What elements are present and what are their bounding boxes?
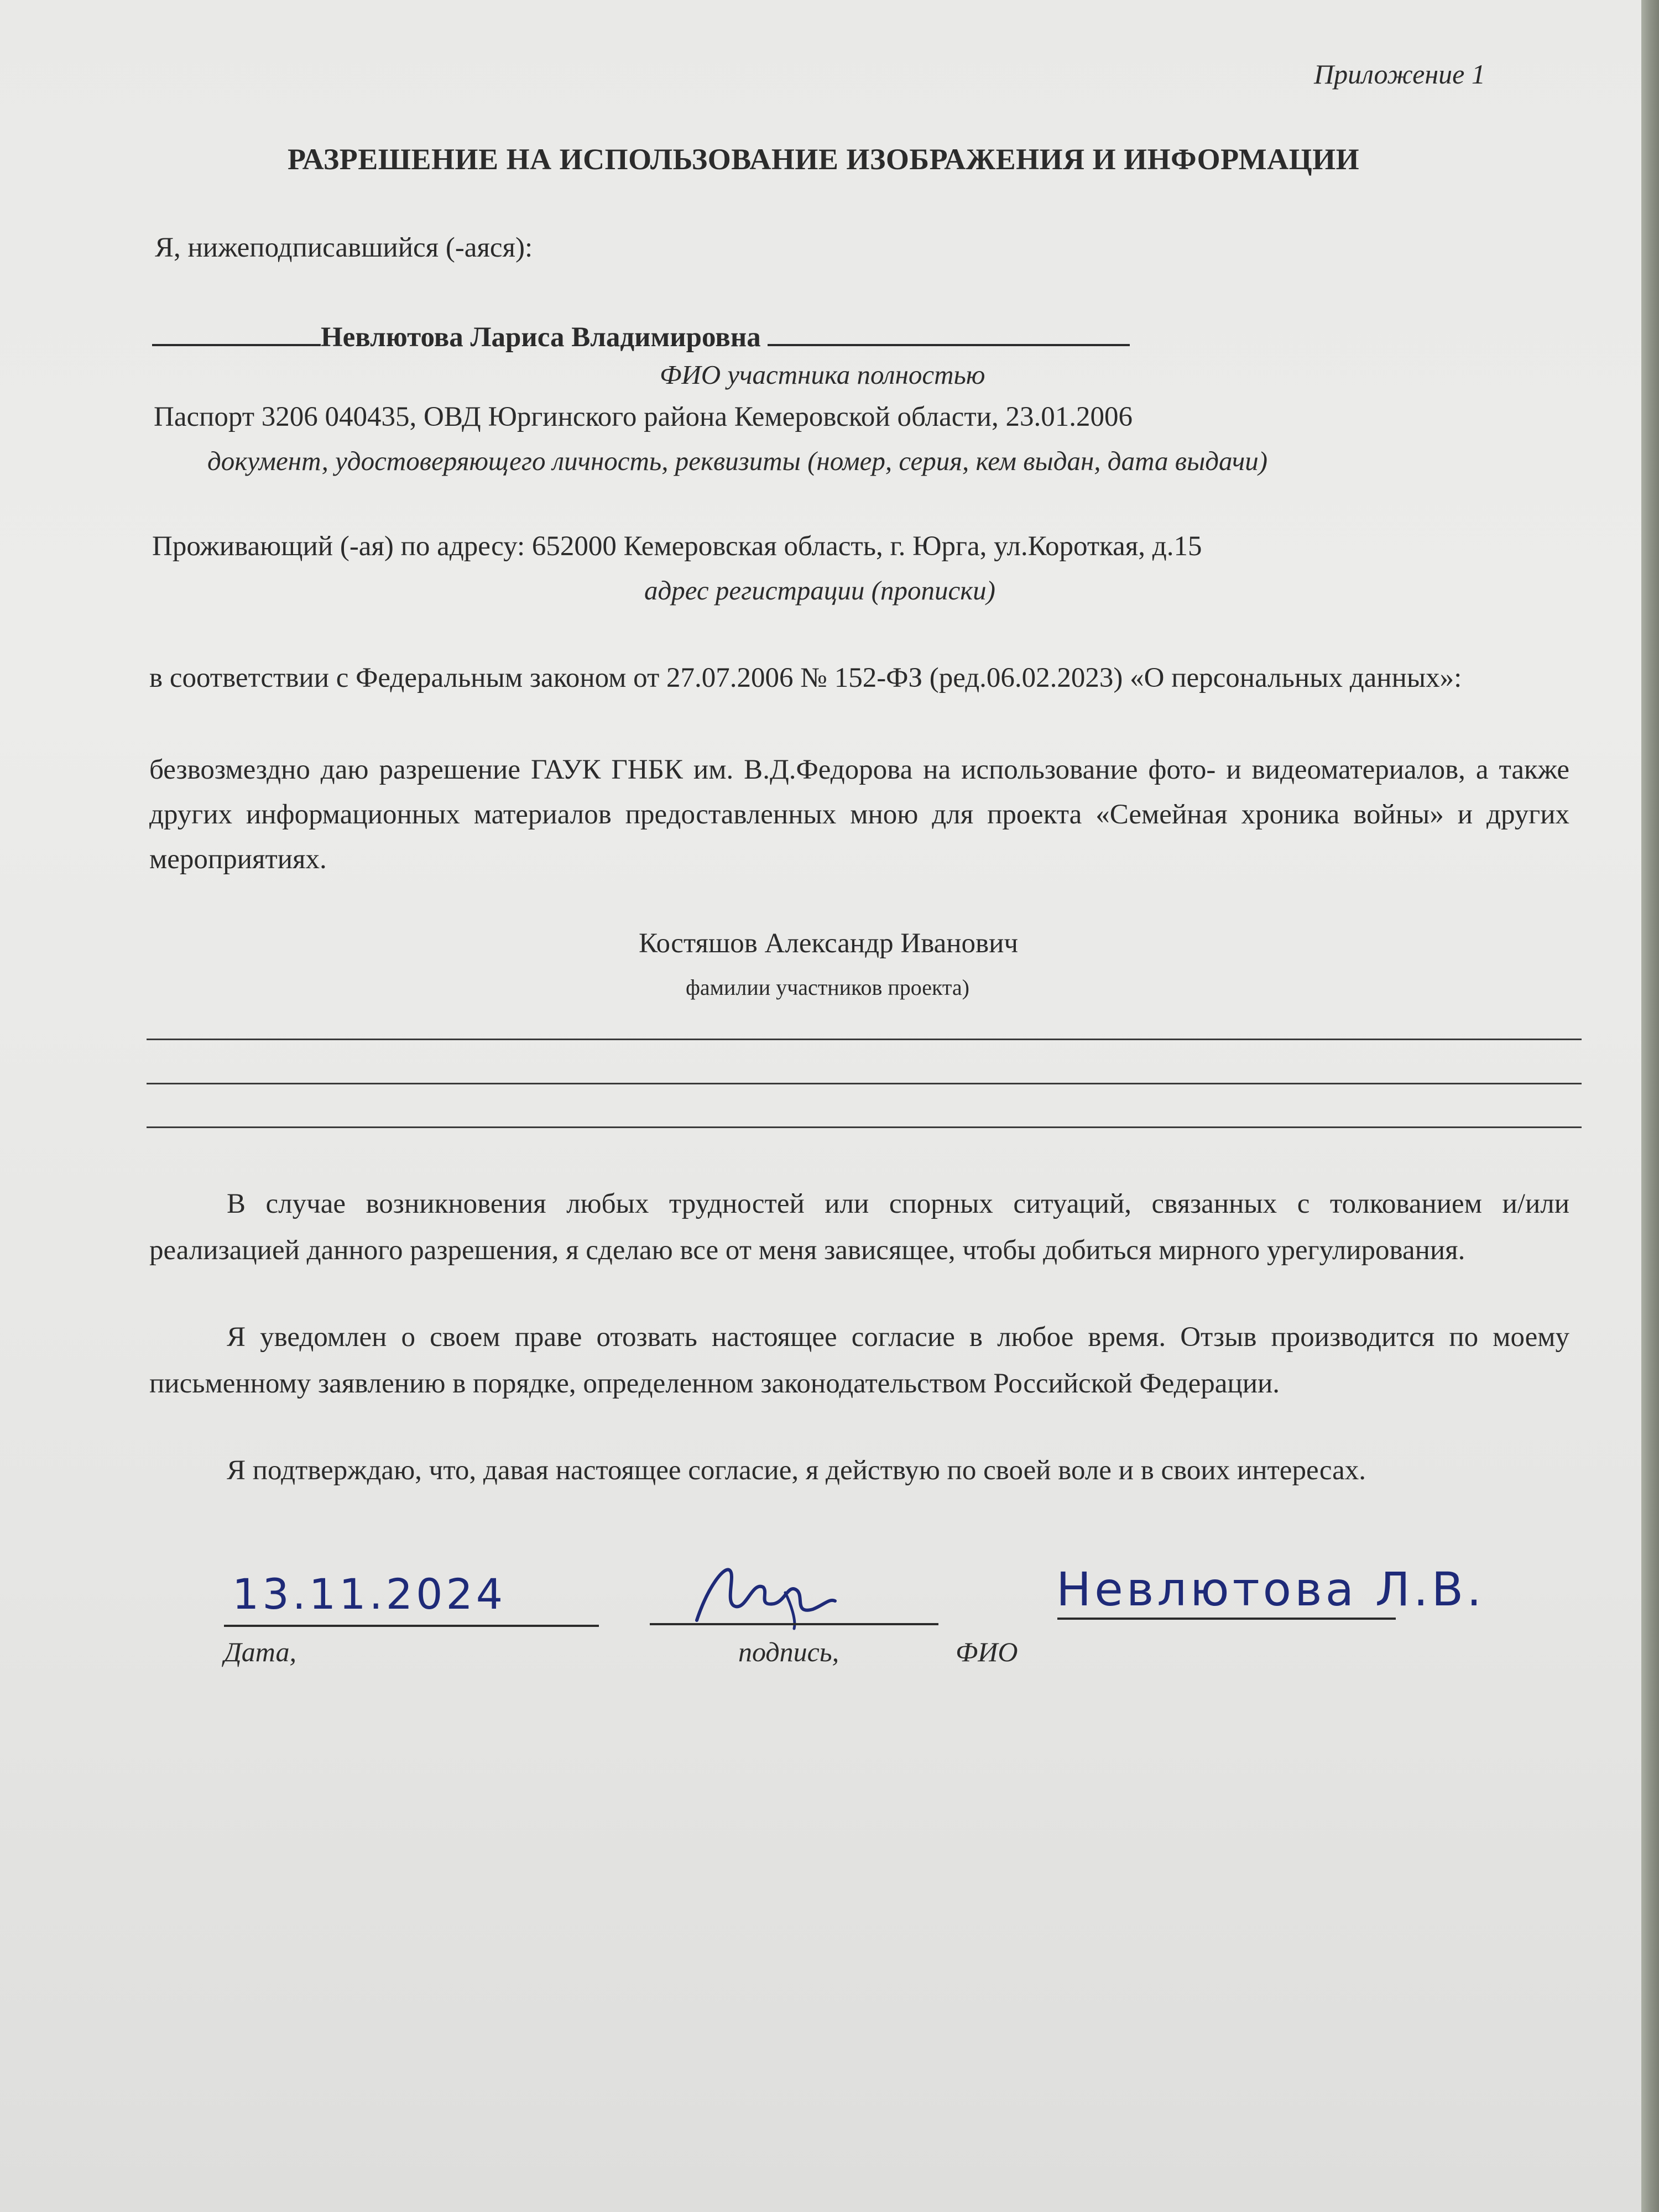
fio-hint: ФИО участника полностью: [660, 359, 985, 390]
paragraph-disputes: В случае возникновения любых трудностей или спорных ситуаций, связанных с толкованием и/или реализацией данного разрешения, я сделаю все от меня зависящее, чтобы добиться мирного урегулирования.: [149, 1188, 1569, 1266]
document-hint: документ, удостоверяющего личность, реквизиты (номер, серия, кем выдан, дата выдачи): [207, 446, 1268, 476]
handwritten-date: 13.11.2024: [232, 1569, 507, 1619]
participant-name: Невлютова Лариса Владимировна: [321, 322, 761, 353]
document-title: РАЗРЕШЕНИЕ НА ИСПОЛЬЗОВАНИЕ ИЗОБРАЖЕНИЯ И ИНФОРМАЦИИ: [288, 143, 1360, 176]
fio-line: [1057, 1618, 1396, 1620]
blank-line: [147, 1126, 1582, 1128]
passport-details: Паспорт 3206 040435, ОВД Юргинского района Кемеровской области, 23.01.2006: [154, 401, 1133, 432]
law-reference: в соответствии с Федеральным законом от 27.07.2006 № 152-ФЗ (ред.06.02.2023) «О персональных данных»:: [149, 662, 1462, 693]
paragraph-revocation: Я уведомлен о своем праве отозвать настоящее согласие в любое время. Отзыв производится по моему письменному заявлению в порядке, определенном законодательством Российской Федерации.: [149, 1322, 1569, 1399]
signature-label: подпись,: [738, 1636, 839, 1667]
participants-hint: фамилии участников проекта): [686, 975, 969, 1000]
fio-label: ФИО: [956, 1636, 1018, 1667]
intro-line: Я, нижеподписавшийся (-аяся):: [155, 232, 533, 263]
signature-line: [650, 1623, 938, 1625]
appendix-label: Приложение 1: [1314, 59, 1485, 90]
participant-name-line: [152, 315, 1130, 354]
project-participants: Костяшов Александр Иванович: [639, 928, 1019, 959]
address-hint: адрес регистрации (прописки): [644, 575, 995, 606]
handwritten-signature: [686, 1554, 852, 1631]
blank-underline: [152, 315, 321, 346]
blank-line: [147, 1039, 1582, 1040]
consent-text: безвозмездно даю разрешение ГАУК ГНБК им. В.Д.Федорова на использование фото- и видеоматериалов, а также других информационных материалов предоставленных мною для проекта «Семейная хроника войны» и других мероприятиях.: [149, 754, 1569, 875]
date-label: Дата,: [224, 1636, 297, 1667]
paragraph-confirmation: Я подтверждаю, что, давая настоящее согласие, я действую по своей воле и в своих интересах.: [227, 1455, 1366, 1486]
blank-line: [147, 1083, 1582, 1084]
address-line: Проживающий (-ая) по адресу: 652000 Кемеровская область, г. Юрга, ул.Короткая, д.15: [152, 531, 1202, 562]
blank-underline: [768, 315, 1130, 346]
date-line: [224, 1625, 599, 1627]
handwritten-fio: Невлютова Л.В.: [1056, 1562, 1485, 1616]
